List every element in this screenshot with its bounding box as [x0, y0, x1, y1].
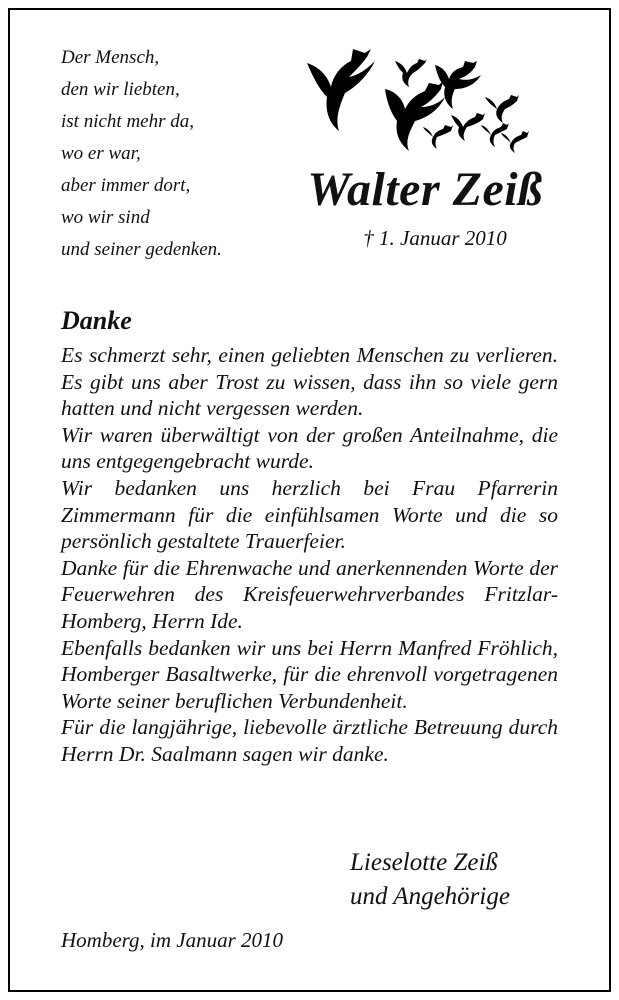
thanks-paragraph: Es schmerzt sehr, einen geliebten Menschen zu verlieren. Es gibt uns aber Trost zu wissen, dass ihn so viele gern hatten und nicht vergessen werden.	[61, 343, 558, 421]
poem-line: ist nicht mehr da,	[61, 111, 194, 132]
signature	[350, 846, 570, 914]
poem	[61, 42, 301, 266]
place-date: Homberg, im Januar 2010	[61, 928, 284, 952]
poem-line: aber immer dort,	[61, 175, 191, 196]
flying-birds-icon	[305, 45, 530, 155]
signature-line: und Angehörige	[350, 883, 510, 910]
thanks-paragraph: Für die langjährige, liebevolle ärztliche Betreuung durch Herrn Dr. Saalmann sagen wir danke.	[61, 715, 558, 766]
thanks-paragraph: Ebenfalls bedanken wir uns bei Herrn Manfred Fröhlich, Homberger Basaltwerke, für die ehrenvoll vorgetragenen Worte seiner beruflichen Verbundenheit.	[61, 635, 558, 713]
death-date: † 1. Januar 2010	[363, 226, 507, 250]
thanks-paragraph: Wir bedanken uns herzlich bei Frau Pfarrerin Zimmermann für die einfühlsamen Worte und die so persönlich gestaltete Trauerfeier.	[61, 475, 558, 554]
poem-line: wo er war,	[61, 143, 141, 164]
thanks-paragraph: Wir waren überwältigt von der großen Anteilnahme, die uns entgegengebracht wurde.	[61, 422, 558, 474]
signature-line: Lieselotte Zeiß	[350, 849, 498, 876]
thanks-heading: Danke	[61, 306, 132, 335]
poem-line: den wir liebten,	[61, 79, 180, 100]
poem-line: wo wir sind	[61, 207, 150, 228]
deceased-name: Walter Zeiß	[307, 163, 543, 216]
thanks-paragraph: Danke für die Ehrenwache und anerkennenden Worte der Feuerwehren des Kreisfeuerwehrverbandes Fritzlar-Homberg, Herrn Ide.	[61, 555, 558, 633]
thanks-body	[61, 342, 558, 768]
poem-line: und seiner gedenken.	[61, 239, 222, 260]
poem-line: Der Mensch,	[61, 47, 160, 68]
